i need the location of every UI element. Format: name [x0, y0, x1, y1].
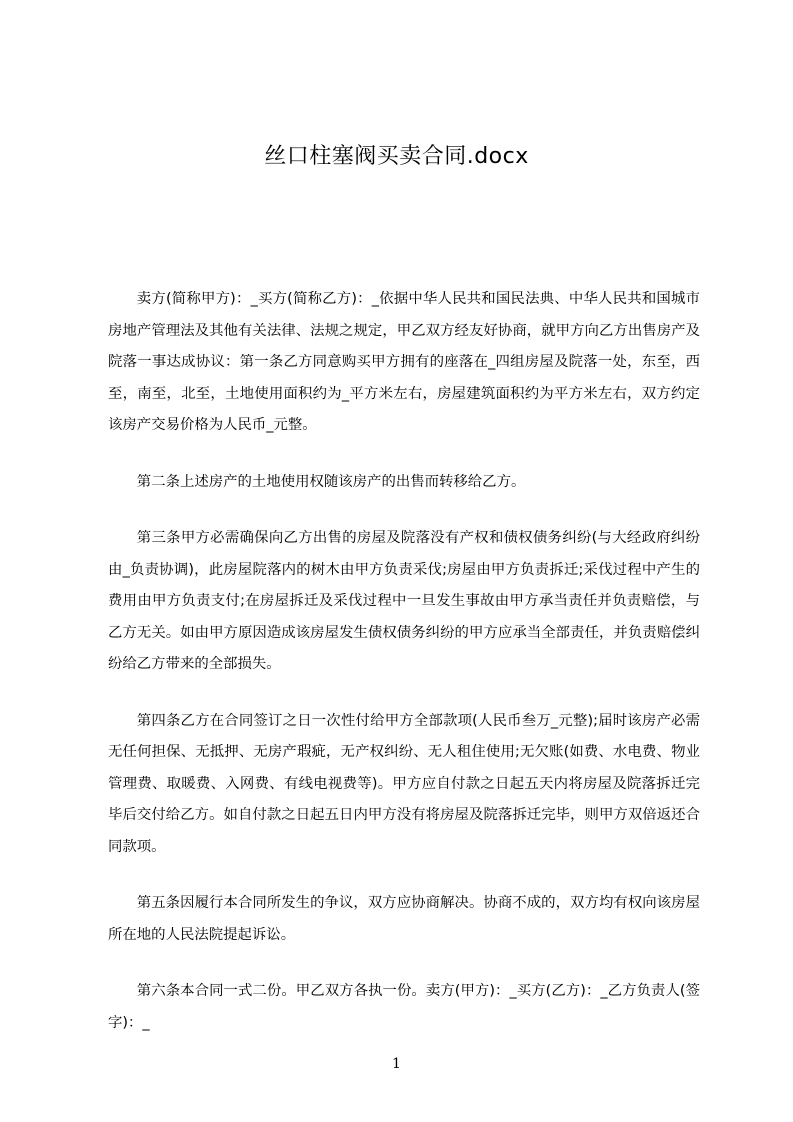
paragraph-article-5: 第五条因履行本合同所发生的争议，双方应协商解决。协商不成的，双方均有权向该房屋所在地的人民法院提起诉讼。 [108, 895, 700, 943]
document-title: 丝口柱塞阀买卖合同.docx [264, 144, 529, 169]
paragraph-article-2: 第二条上述房产的土地使用权随该房产的出售而转移给乙方。 [136, 473, 526, 490]
paragraph-article-3: 第三条甲方必需确保向乙方出售的房屋及院落没有产权和债权债务纠纷(与大经政府纠纷由_负责协调)，此房屋院落内的树木由甲方负责采伐;房屋由甲方负责拆迁;采伐过程中产生的费用由甲方负责支付;在房屋拆迁及采伐过程中一旦发生事故由甲方承当责任并负责赔偿，与乙方无关。如由甲方原因造成该房屋发生债权债务纠纷的甲方应承当全部责任，并负责赔偿纠纷给乙方带来的全部损失。 [108, 530, 700, 672]
paragraph-article-4: 第四条乙方在合同签订之日一次性付给甲方全部款项(人民币叁万_元整);届时该房产必需无任何担保、无抵押、无房产瑕疵，无产权纠纷、无人租住使用;无欠账(如费、水电费、物业管理费、取暖费、入网费、有线电视费等)。甲方应自付款之日起五天内将房屋及院落拆迁完毕后交付给乙方。如自付款之日起五日内甲方没有将房屋及院落拆迁完毕，则甲方双倍返还合同款项。 [108, 712, 700, 855]
paragraph-seller-buyer-intro: 卖方(简称甲方)：_买方(简称乙方)：_依据中华人民共和国民法典、中华人民共和国城市房地产管理法及其他有关法律、法规之规定，甲乙双方经友好协商，就甲方向乙方出售房产及院落一事达成协议：第一条乙方同意购买甲方拥有的座落在_四组房屋及院落一处，东至，西至，南至，北至，土地使用面积约为_平方米左右，房屋建筑面积约为平方米左右，双方约定该房产交易价格为人民币_元整。 [108, 291, 700, 433]
paragraph-article-6: 第六条本合同一式二份。甲乙双方各执一份。卖方(甲方)：_买方(乙方)：_乙方负责人(签字)：_ [108, 983, 700, 1031]
document-body [108, 284, 700, 1064]
page-number: 1 [392, 1056, 401, 1072]
